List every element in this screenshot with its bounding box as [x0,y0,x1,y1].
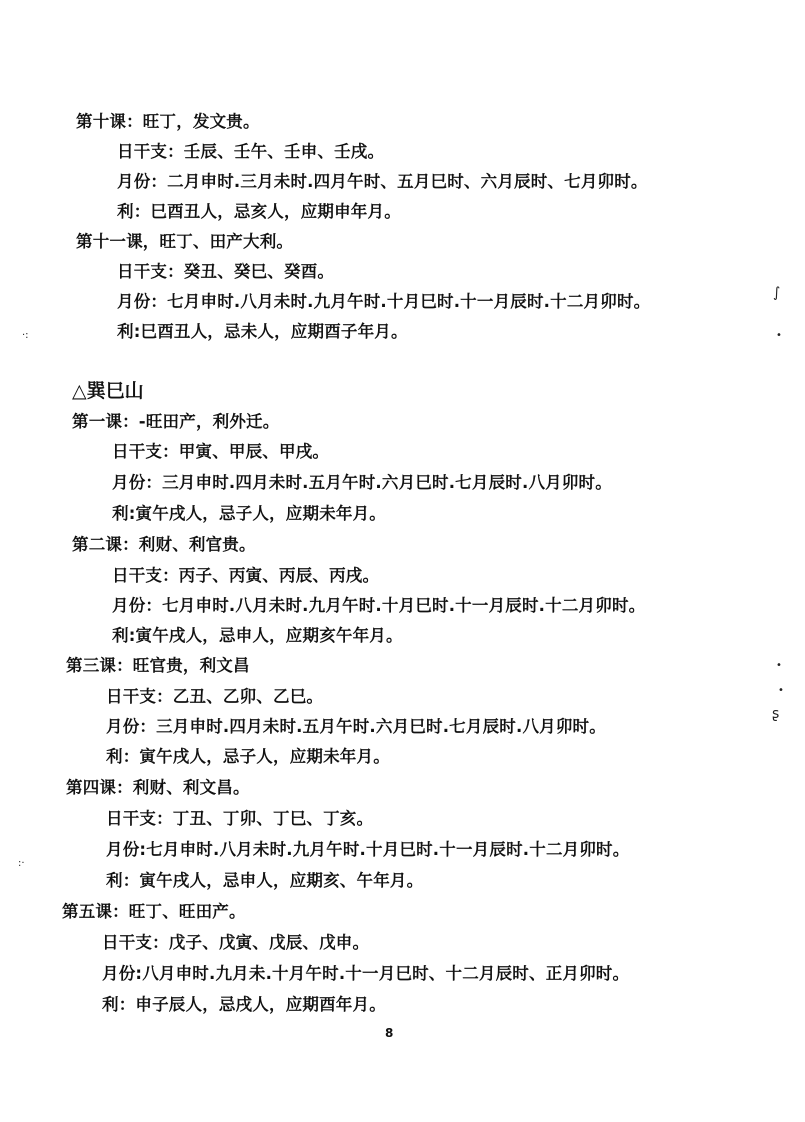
lesson-2-months: 月份：七月申时.八月未时.九月午时.十月巳时.十一月辰时.十二月卯时。 [112,596,646,615]
lesson-10-benefit: 利：巳酉丑人，忌亥人，应期申年月。 [117,202,401,221]
lesson-3-benefit: 利：寅午戌人，忌子人，应期未年月。 [106,747,390,766]
lesson-3-months: 月份：三月申时.四月未时.五月午时.六月巳时.七月辰时.八月卯时。 [106,717,606,736]
lesson-10-months: 月份：二月申时.三月未时.四月午时、五月巳时、六月辰时、七月卯时。 [117,172,648,191]
lesson-1-months: 月份：三月申时.四月未时.五月午时.六月巳时.七月辰时.八月卯时。 [112,473,612,492]
scan-speck-mark: ∫ [773,285,781,301]
lesson-11-months: 月份：七月申时.八月未时.九月午时.十月巳时.十一月辰时.十二月卯时。 [117,292,651,311]
lesson-3-title: 第三课：旺官贵，利文昌 [66,656,250,675]
lesson-2-title: 第二课：利财、利官贵。 [72,535,256,554]
lesson-5-ganzhi: 日干支：戊子、戊寅、戊辰、戊申。 [102,933,370,952]
scan-speck-mark: ·: [22,330,29,341]
lesson-5-months: 月份:八月申时.九月未.十月午时.十一月巳时、十二月辰时、正月卯时。 [102,964,630,983]
scan-speck-mark: • [776,660,782,671]
lesson-3-ganzhi: 日干支：乙丑、乙卯、乙巳。 [106,687,324,706]
scan-speck-mark: :· [18,858,25,869]
lesson-11-ganzhi: 日干支：癸丑、癸巳、癸酉。 [117,262,335,281]
lesson-5-benefit: 利：申子辰人，忌戌人，应期酉年月。 [102,995,386,1014]
lesson-1-benefit: 利:寅午戌人，忌子人，应期未年月。 [112,504,386,523]
scan-speck-mark: • [776,330,782,341]
scan-speck-mark: • [778,685,784,696]
lesson-11-title: 第十一课，旺丁、田产大利。 [76,232,294,251]
lesson-11-benefit: 利:巳酉丑人，忌未人，应期酉子年月。 [117,322,408,341]
lesson-1-ganzhi: 日干支：甲寅、甲辰、甲戌。 [112,442,330,461]
lesson-1-title: 第一课：-旺田产，利外迁。 [72,412,280,431]
lesson-4-title: 第四课：利财、利文昌。 [66,778,250,797]
lesson-4-months: 月份:七月申时.八月未时.九月午时.十月巳时.十一月辰时.十二月卯时。 [106,840,630,859]
lesson-10-ganzhi: 日干支：壬辰、壬午、壬申、壬戌。 [117,142,385,161]
lesson-5-title: 第五课：旺丁、旺田产。 [62,902,246,921]
scan-speck-mark: ʂ [772,706,780,722]
lesson-4-ganzhi: 日干支：丁丑、丁卯、丁巳、丁亥。 [106,809,374,828]
lesson-10-title: 第十课：旺丁，发文贵。 [76,112,260,131]
lesson-2-ganzhi: 日干支：丙子、丙寅、丙辰、丙戌。 [112,566,380,585]
page-number: 8 [385,1026,394,1040]
section-heading: △巽巳山 [72,380,144,402]
lesson-2-benefit: 利:寅午戌人，忌申人，应期亥午年月。 [112,626,403,645]
lesson-4-benefit: 利：寅午戌人，忌申人，应期亥、午年月。 [106,871,424,890]
